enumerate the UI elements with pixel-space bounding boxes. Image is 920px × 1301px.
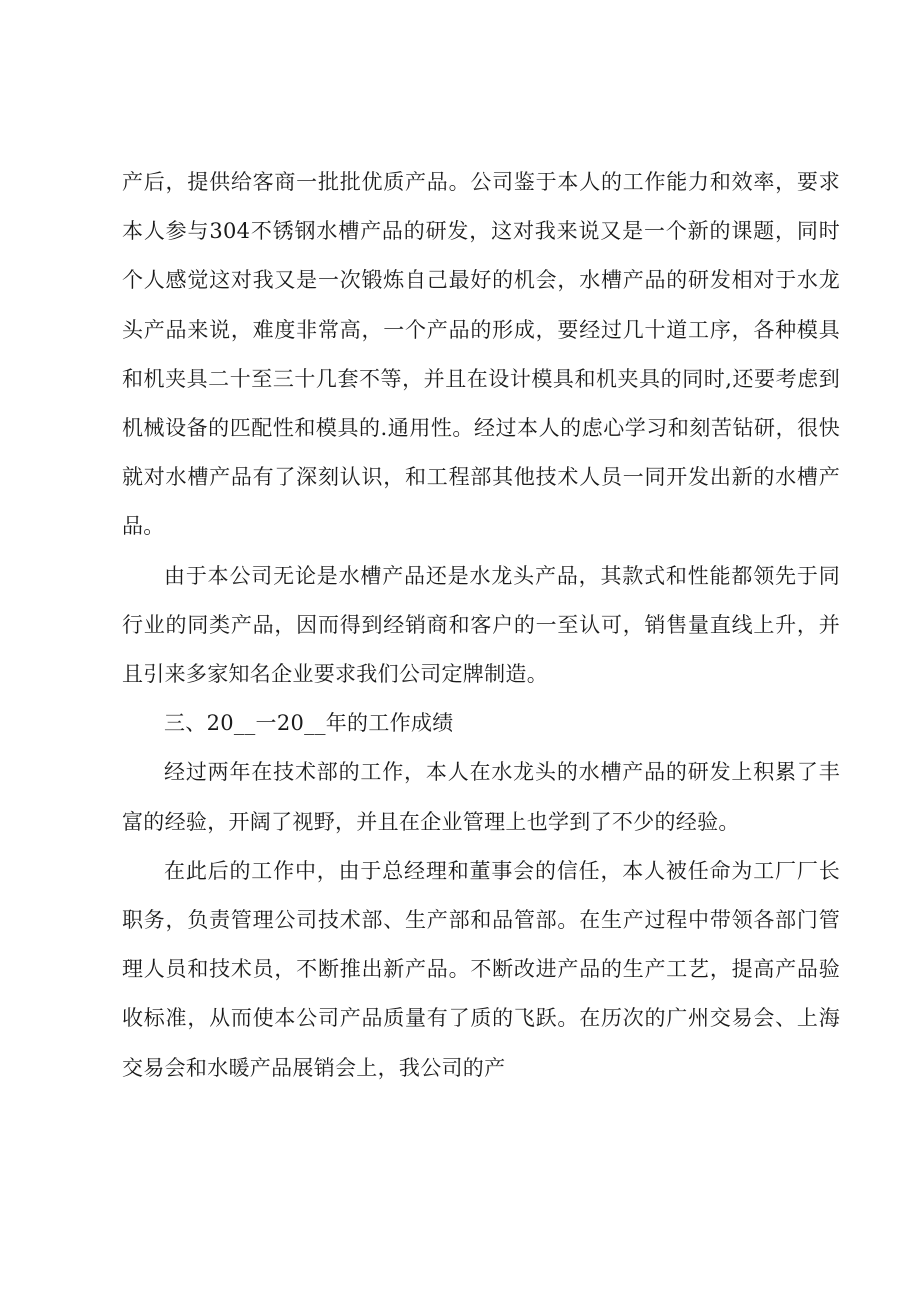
document-body <box>122 158 840 1093</box>
paragraph-factory-director: 在此后的工作中，由于总经理和董事会的信任，本人被任命为工厂厂长职务，负责管理公司技术部、生产部和品管部。在生产过程中带领各部门管理人员和技术员，不断推出新产品。不断改进产品的生产工艺，提高产品验收标准，从而使本公司产品质量有了质的飞跃。在历次的广州交易会、上海交易会和水暖产品展销会上，我公司的产 <box>122 858 840 1080</box>
section-heading-work-achievements: 三、20__一20__年的工作成绩 <box>164 711 454 736</box>
paragraph-market-recognition: 由于本公司无论是水槽产品还是水龙头产品，其款式和性能都领先于同行业的同类产品，因而得到经销商和客户的一至认可，销售量直线上升，并且引来多家知名企业要求我们公司定牌制造。 <box>122 563 840 687</box>
paragraph-technical-experience: 经过两年在技术部的工作，本人在水龙头的水槽产品的研发上积累了丰富的经验，开阔了视野，并且在企业管理上也学到了不少的经验。 <box>122 760 840 834</box>
paragraph-continuation: 产后，提供给客商一批批优质产品。公司鉴于本人的工作能力和效率，要求本人参与304不锈钢水槽产品的研发，这对我来说又是一个新的课题，同时个人感觉这对我又是一次锻炼自己最好的机会，水槽产品的研发相对于水龙头产品来说，难度非常高，一个产品的形成，要经过几十道工序，各种模具和机夹具二十至三十几套不等，并且在设计模具和机夹具的同时,还要考虑到机械设备的匹配性和模具的.通用性。经过本人的虑心学习和刻苦钻研，很快就对水槽产品有了深刻认识，和工程部其他技术人员一同开发出新的水槽产品。 <box>122 170 840 539</box>
